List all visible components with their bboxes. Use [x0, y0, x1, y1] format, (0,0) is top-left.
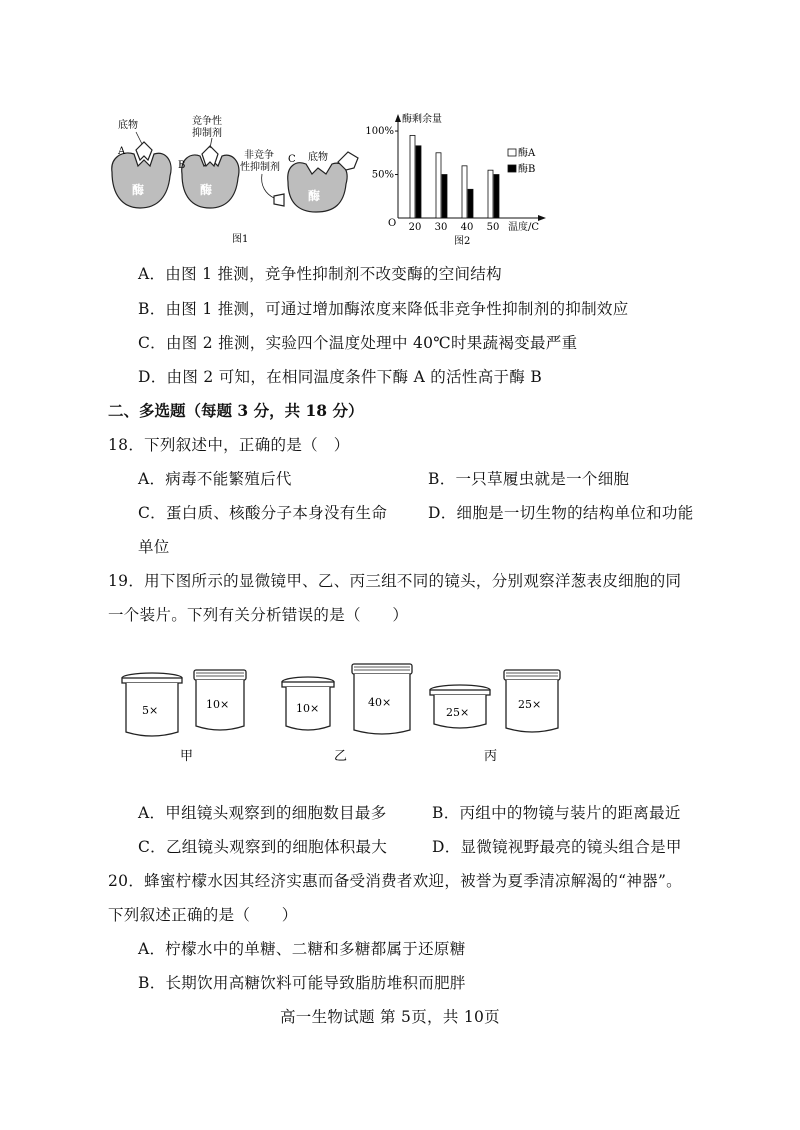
section-2-title: 二、多选题（每题 3 分，共 18 分） — [108, 401, 364, 420]
q20-option-b[interactable]: B．长期饮用高糖饮料可能导致脂肪堆积而肥胖 — [138, 974, 466, 992]
q19-option-c[interactable]: C．乙组镜头观察到的细胞体积最大 — [138, 838, 388, 856]
q17-option-b[interactable]: B．由图 1 推测，可通过增加酶浓度来降低非竞争性抑制剂的抑制效应 — [138, 300, 629, 318]
eyepiece-bing — [430, 685, 490, 728]
enzyme-b — [178, 114, 239, 208]
enzyme-c — [240, 148, 358, 212]
q18-option-a[interactable]: A．病毒不能繁殖后代 — [138, 470, 292, 488]
legend-swatch-1 — [508, 165, 516, 172]
figure-2-chart — [358, 108, 558, 250]
objective-bing-label: 25× — [518, 698, 542, 711]
label-b: B — [178, 160, 186, 171]
objective-jia-label: 10× — [206, 698, 230, 711]
lens-group-jia — [122, 670, 246, 764]
y-tick-label-1: 50% — [371, 169, 394, 181]
q18-stem: 18．下列叙述中，正确的是（ ） — [108, 436, 350, 454]
bar-1-3 — [494, 175, 499, 218]
eyepiece-yi-label: 10× — [296, 702, 320, 715]
noncompetitive-inhibitor-shape — [274, 194, 284, 206]
q18-option-c[interactable]: C．蛋白质、核酸分子本身没有生命 — [138, 504, 388, 522]
lens-group-label-yi: 乙 — [334, 749, 348, 764]
q17-option-c[interactable]: C．由图 2 推测，实验四个温度处理中 40℃时果蔬褐变最严重 — [138, 334, 578, 352]
eyepiece-jia — [122, 673, 182, 736]
substrate-label-c: 底物 — [308, 152, 328, 163]
bar-0-0 — [410, 135, 415, 218]
objective-jia — [194, 670, 246, 730]
eyepiece-bing-label: 25× — [446, 706, 470, 719]
x-tick-label-1: 30 — [434, 222, 448, 233]
figure-1-caption: 图1 — [232, 234, 249, 245]
noncompetitive-label-2: 性抑制剂 — [240, 162, 280, 173]
bar-1-0 — [416, 146, 421, 218]
objective-bing — [504, 670, 560, 732]
competitive-label-1: 竞争性 — [192, 116, 222, 127]
lens-group-yi — [282, 664, 412, 764]
y-axis-label: 酶剩余量 — [402, 114, 442, 125]
x-tick-label-0: 20 — [408, 222, 422, 233]
q17-option-d[interactable]: D．由图 2 可知，在相同温度条件下酶 A 的活性高于酶 B — [138, 368, 543, 386]
q19-option-d[interactable]: D．显微镜视野最亮的镜头组合是甲 — [432, 838, 682, 856]
x-tick-label-2: 40 — [460, 222, 474, 233]
x-tick-label-3: 50 — [486, 222, 500, 233]
eyepiece-jia-label: 5× — [142, 704, 159, 717]
bar-0-1 — [436, 153, 441, 218]
figure-2-caption: 图2 — [454, 236, 471, 247]
q19-option-b[interactable]: B．丙组中的物镜与装片的距离最近 — [432, 804, 681, 822]
lens-group-label-bing: 丙 — [484, 749, 498, 764]
enzyme-label-b: 酶 — [200, 183, 213, 197]
q19-stem-line-2: 一个装片。下列有关分析错误的是（ ） — [108, 606, 409, 624]
bar-1-1 — [442, 175, 447, 218]
y-axis-arrow — [395, 114, 401, 122]
q18-option-d-continued: 单位 — [138, 538, 170, 556]
enzyme-label-c: 酶 — [308, 189, 321, 203]
label-a: A — [118, 146, 126, 157]
lens-group-bing — [430, 670, 560, 764]
legend-swatch-0 — [508, 149, 516, 156]
objective-yi-label: 40× — [368, 696, 392, 709]
q20-stem-line-2: 下列叙述正确的是（ ） — [108, 906, 298, 924]
noncompetitive-label-1: 非竞争 — [244, 150, 274, 161]
q18-option-d[interactable]: D．细胞是一切生物的结构单位和功能 — [428, 504, 694, 522]
substrate-label-a: 底物 — [118, 120, 138, 131]
q20-stem-line-1: 20．蜂蜜柠檬水因其经济实惠而备受消费者欢迎，被誉为夏季清凉解渴的“神器”。 — [108, 872, 682, 890]
legend-label-0: 酶A — [518, 148, 536, 159]
lens-figure — [110, 660, 570, 770]
bar-1-2 — [468, 189, 473, 218]
legend-label-1: 酶B — [518, 164, 536, 175]
bar-0-3 — [488, 170, 493, 218]
page-footer: 高一生物试题 第 5页，共 10页 — [280, 1008, 500, 1026]
x-axis-label: 温度/C — [508, 222, 540, 233]
competitive-label-2: 抑制剂 — [192, 128, 222, 139]
lens-group-label-jia: 甲 — [180, 749, 194, 764]
label-c: C — [288, 154, 296, 165]
q19-stem-line-1: 19．用下图所示的显微镜甲、乙、丙三组不同的镜头，分别观察洋葱表皮细胞的同 — [108, 572, 682, 590]
eyepiece-yi — [282, 677, 334, 730]
enzyme-a — [112, 118, 171, 208]
x-axis-arrow — [538, 215, 546, 221]
enzyme-label-a: 酶 — [132, 183, 145, 197]
y-tick-label-0: 100% — [365, 126, 394, 138]
q20-option-a[interactable]: A．柠檬水中的单糖、二糖和多糖都属于还原糖 — [138, 940, 466, 958]
origin-label: O — [388, 218, 397, 229]
objective-yi — [352, 664, 412, 734]
q17-option-a[interactable]: A．由图 1 推测，竞争性抑制剂不改变酶的空间结构 — [138, 265, 502, 283]
bar-0-2 — [462, 166, 467, 218]
substrate-a-shape — [136, 142, 152, 160]
q18-option-b[interactable]: B．一只草履虫就是一个细胞 — [428, 470, 630, 488]
figure-1 — [100, 110, 370, 250]
q19-option-a[interactable]: A．甲组镜头观察到的细胞数目最多 — [138, 804, 387, 822]
